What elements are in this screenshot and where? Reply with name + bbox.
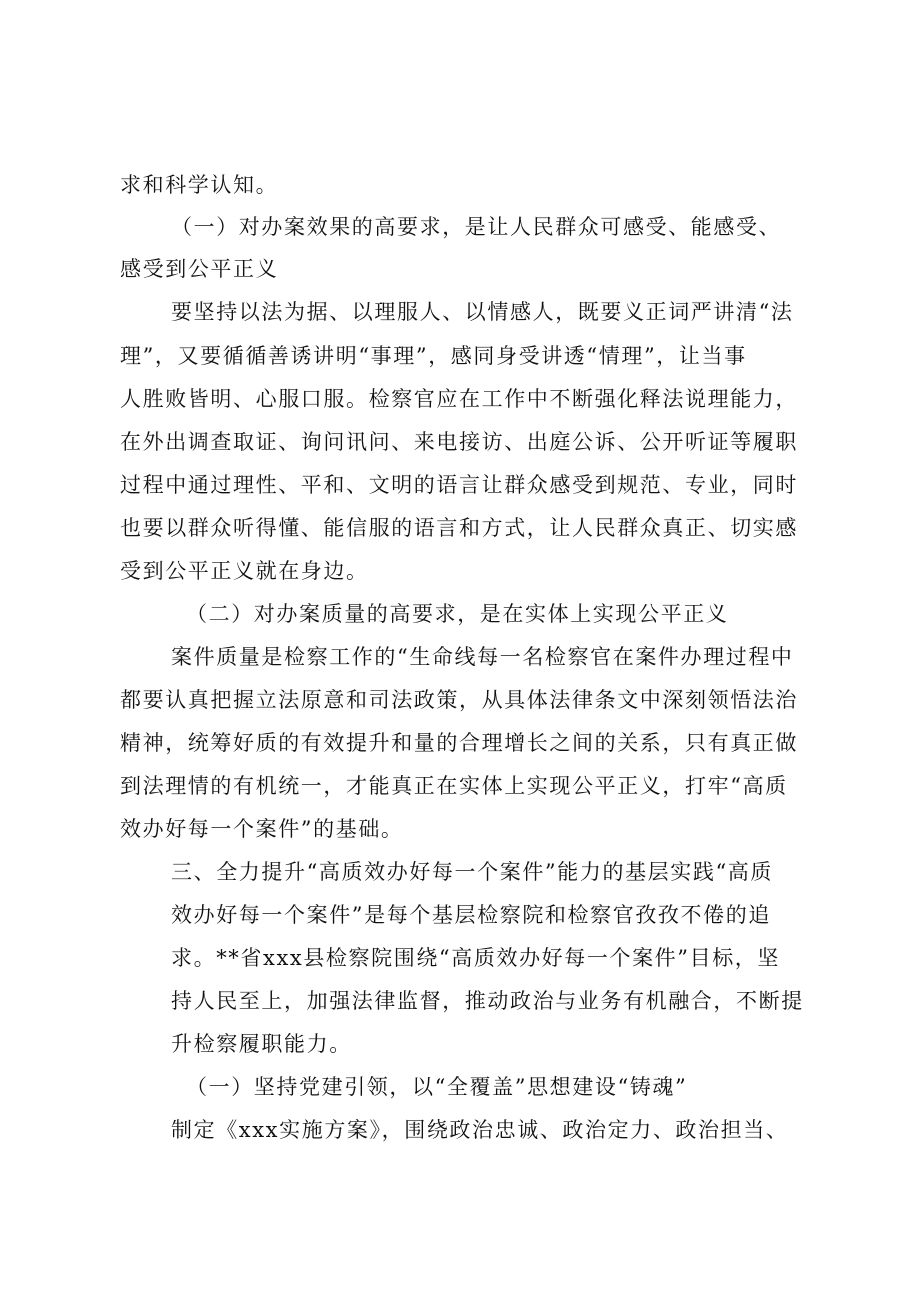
- text-line: 精神，统筹好质的有效提升和量的合理增长之间的关系，只有真正做: [120, 731, 798, 755]
- chapter-heading: 三、全力提升“高质效办好每一个案件”能力的基层实践“高质: [171, 860, 774, 884]
- text-line: 升检察履职能力。: [171, 1032, 352, 1056]
- text-line: 也要以群众听得懂、能信服的语言和方式，让人民群众真正、切实感: [120, 516, 798, 540]
- text-line: 过程中通过理性、平和、文明的语言让群众感受到规范、专业，同时: [120, 473, 798, 497]
- text-line: 求和科学认知。: [120, 173, 279, 197]
- text-line: 理”，又要循循善诱讲明“事理”，感同身受讲透“情理”，让当事: [120, 344, 747, 368]
- text-line: 都要认真把握立法原意和司法政策，从具体法律条文中深刻领悟法治: [120, 688, 798, 712]
- text-line: 求。**省xxx县检察院围绕“高质效办好每一个案件”目标，坚: [171, 946, 780, 970]
- text-line: 人胜败皆明、心服口服。检察官应在工作中不断强化释法说理能力，: [120, 387, 798, 411]
- text-line: 制定《xxx实施方案》，围绕政治忠诚、政治定力、政治担当、: [171, 1118, 789, 1142]
- text-line: 持人民至上，加强法律监督，推动政治与业务有机融合，不断提: [171, 989, 804, 1013]
- text-line: 案件质量是检察工作的“生命线每一名检察官在案件办理过程中: [171, 645, 794, 669]
- section-heading: （一）对办案效果的高要求，是让人民群众可感受、能感受、: [171, 215, 782, 239]
- text-line: 要坚持以法为据、以理服人、以情感人，既要义正词严讲清“法: [171, 300, 794, 324]
- section-heading: 感受到公平正义: [120, 257, 279, 281]
- text-line: 到法理情的有机统一，才能真正在实体上实现公平正义，打牢“高质: [120, 774, 788, 798]
- section-heading: （二）对办案质量的高要求，是在实体上实现公平正义: [186, 602, 729, 626]
- text-line: 在外出调查取证、询问讯问、来电接访、出庭公诉、公开听证等履职: [120, 430, 798, 454]
- section-heading: （一）坚持党建引领，以“全覆盖”思想建设“铸魂”: [186, 1075, 688, 1099]
- text-line: 效办好每一个案件”的基础。: [120, 817, 404, 841]
- text-line: 效办好每一个案件”是每个基层检察院和检察官孜孜不倦的追: [171, 903, 771, 927]
- text-line: 受到公平正义就在身边。: [120, 559, 369, 583]
